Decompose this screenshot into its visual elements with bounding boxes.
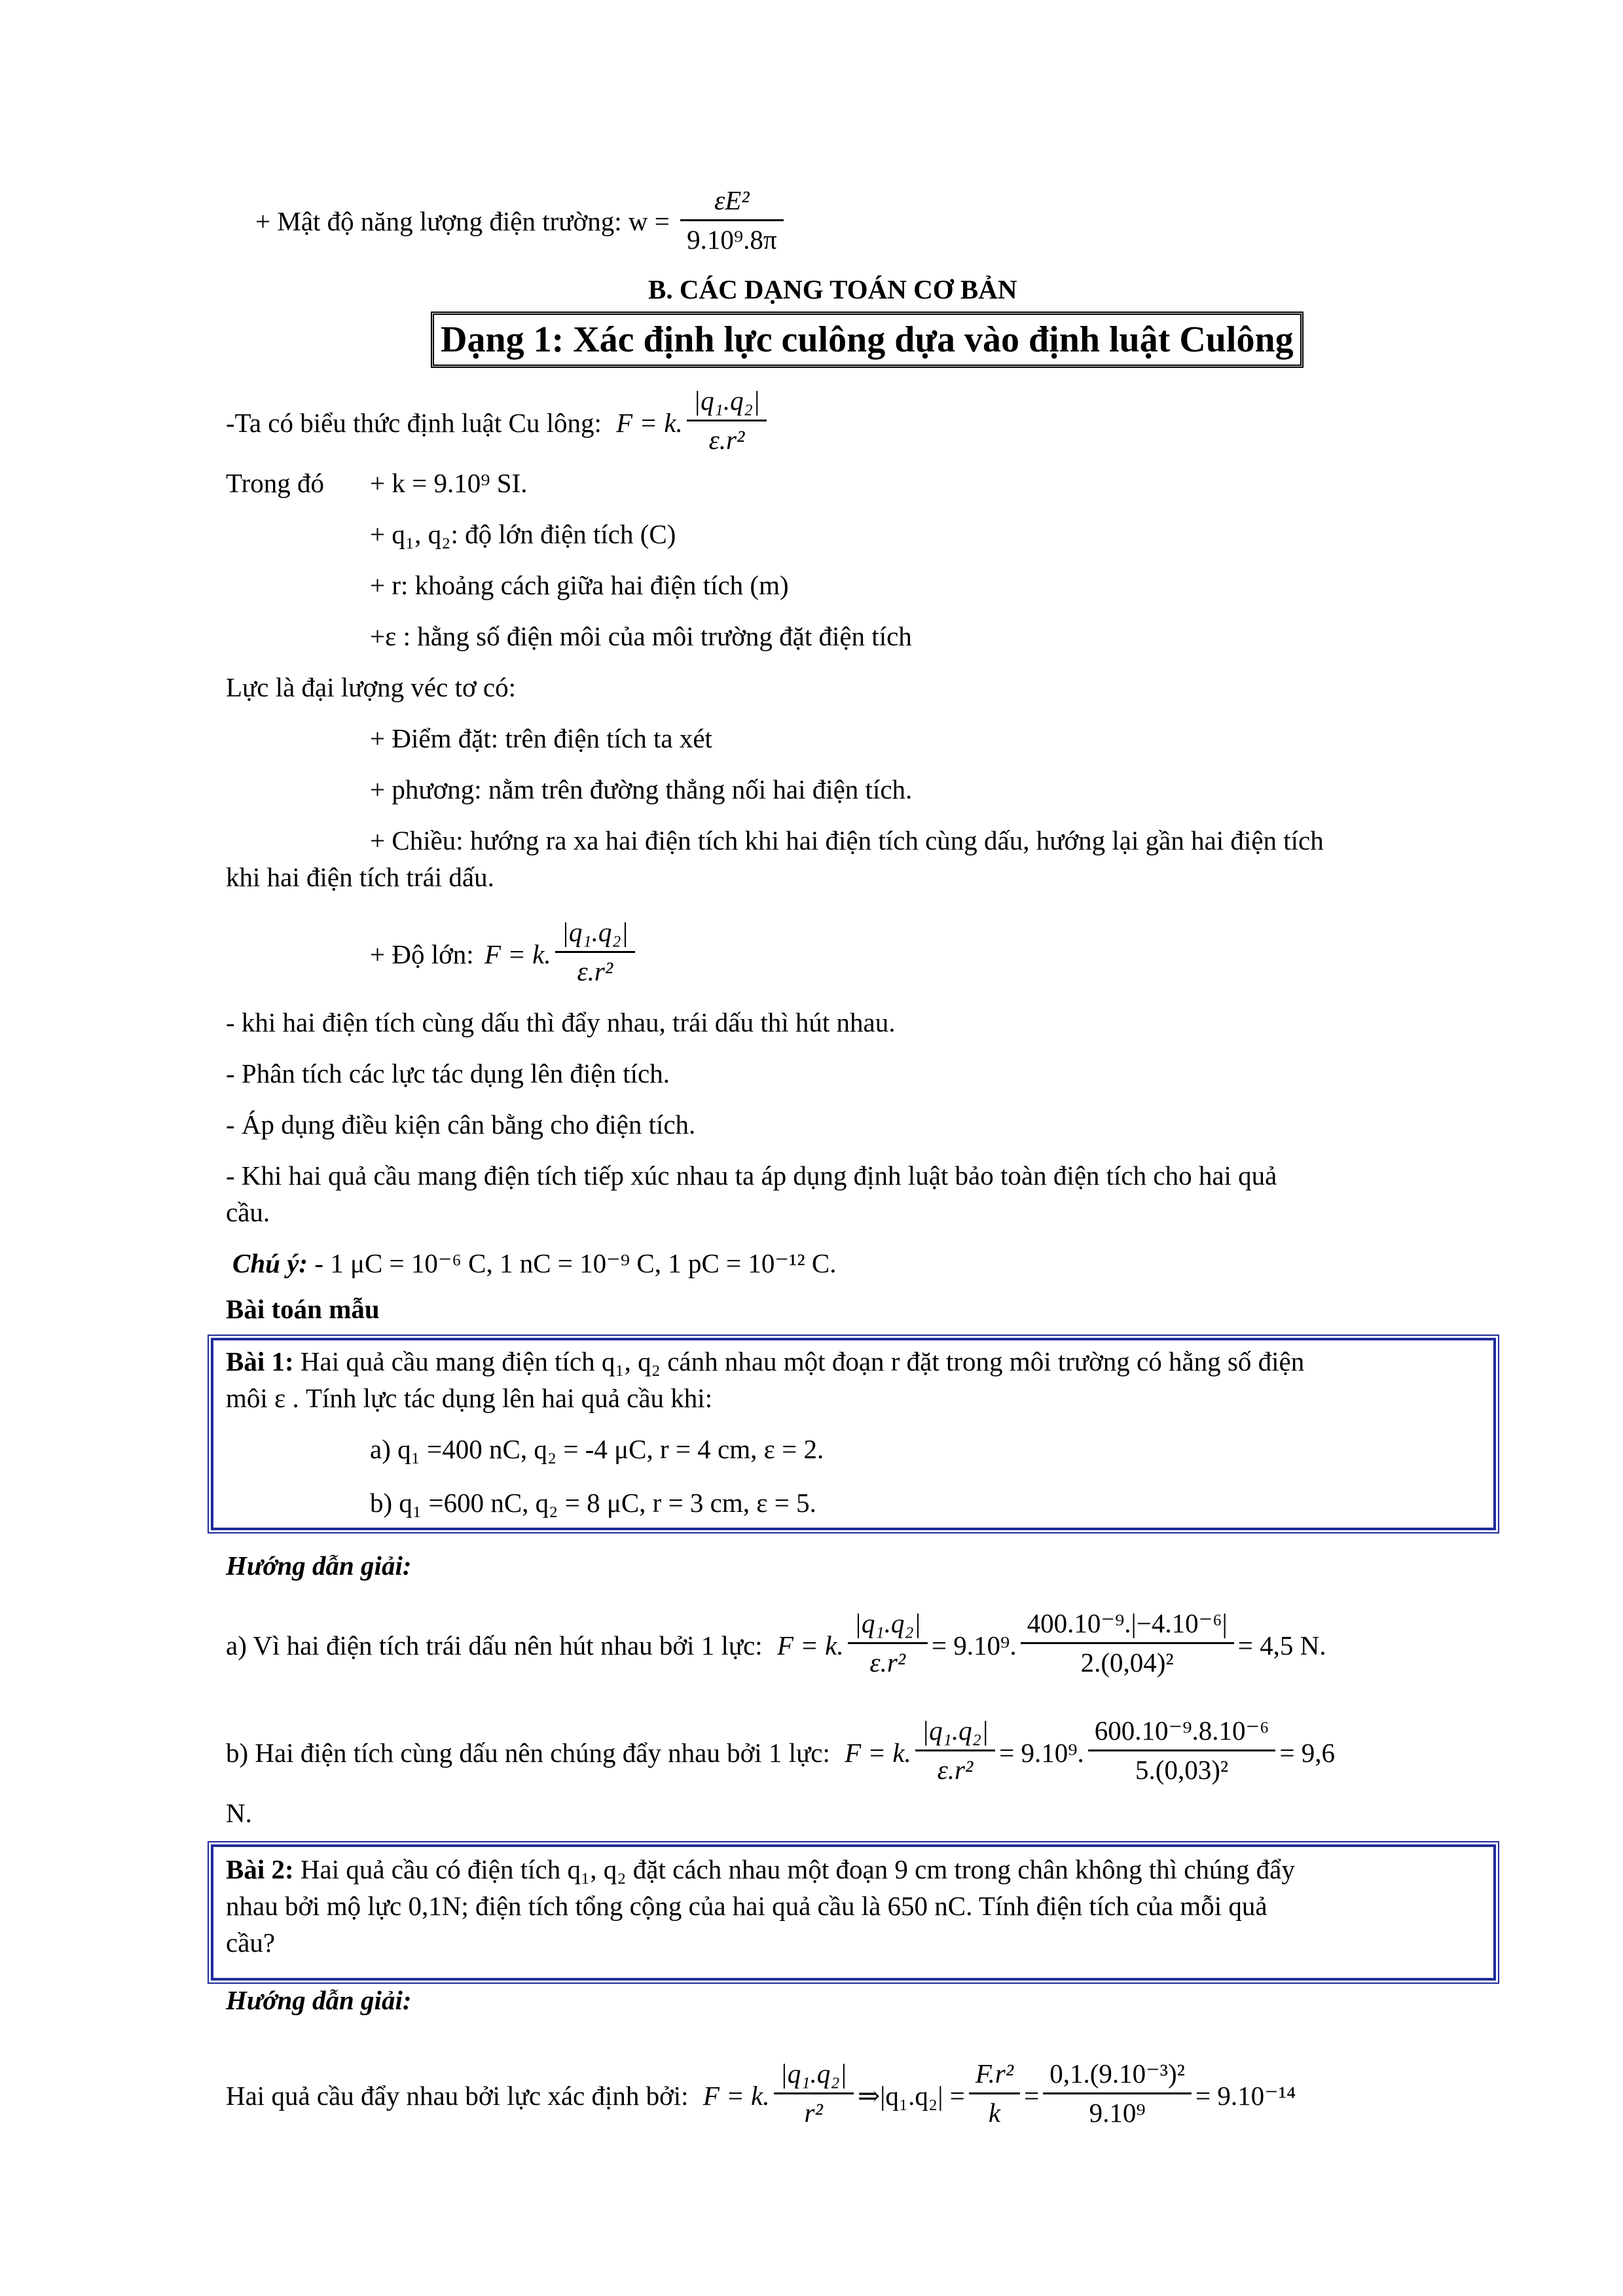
bai1-case-b: b) q₁ =600 nC, q₂ = 8 μC, r = 3 cm, ε = 5.	[370, 1488, 816, 1518]
force-vector-heading: Lực là đại lượng véc tơ có:	[226, 672, 516, 702]
sol1-a-frac2-den: 2.(0,04)²	[1080, 1647, 1174, 1678]
sol2-lhs: F = k.	[702, 2081, 770, 2111]
coulomb-fraction	[687, 385, 767, 456]
section-b-title: B. CÁC DẠNG TOÁN CƠ BẢN	[648, 274, 1017, 304]
sol1-b-frac2-den: 5.(0,03)²	[1135, 1755, 1229, 1785]
sol1-a-frac2	[1021, 1607, 1234, 1679]
force-magnitude-line	[370, 916, 639, 988]
note-4-line2: cầu.	[226, 1197, 270, 1227]
note-2: - Phân tích các lực tác dụng lên điện tích.	[226, 1058, 670, 1088]
sol1-a-result: = 4,5 N.	[1237, 1630, 1326, 1661]
coulomb-law-line	[226, 385, 771, 456]
sol1-a-mid: = 9.10⁹.	[931, 1630, 1017, 1661]
chu-y-label: Chú ý:	[232, 1248, 308, 1278]
sol2-text: Hai quả cầu đẩy nhau bởi lực xác định bởi:	[226, 2081, 689, 2111]
force-point: + Điểm đặt: trên điện tích ta xét	[370, 723, 712, 753]
force-sense-line2: khi hai điện tích trái dấu.	[226, 862, 494, 892]
bai2-line1	[226, 1854, 1295, 1886]
sol1-b-mid: = 9.10⁹.	[999, 1738, 1084, 1768]
sol1-a-lhs: F = k.	[776, 1630, 844, 1661]
sol2-frac2	[969, 2058, 1020, 2129]
bai2-text1: Hai quả cầu có điện tích q₁, q₂ đặt cách nhau một đoạn 9 cm trong chân không thì chúng đẩy	[300, 1854, 1295, 1884]
chu-y-text: - 1 μC = 10⁻⁶ C, 1 nC = 10⁻⁹ C, 1 pC = 10⁻¹² C.	[314, 1248, 837, 1278]
energy-density-numerator: εE²	[680, 185, 784, 221]
note-3: - Áp dụng điều kiện cân bằng cho điện tích.	[226, 1109, 696, 1139]
coulomb-numerator: |q₁.q₂|	[687, 385, 767, 422]
note-4-line1: - Khi hai quả cầu mang điện tích tiếp xúc nhau ta áp dụng định luật bảo toàn điện tích cho hai quả	[226, 1160, 1277, 1191]
energy-density-fraction	[680, 185, 784, 256]
huong-dan-2: Hướng dẫn giải:	[226, 1985, 412, 2015]
force-magnitude-label: + Độ lớn:	[370, 939, 474, 970]
sol2-frac3-den: 9.10⁹	[1089, 2098, 1146, 2128]
sol2-implies: ⇒|q₁.q₂| =	[857, 2081, 965, 2111]
note-1: - khi hai điện tích cùng dấu thì đẩy nhau, trái dấu thì hút nhau.	[226, 1007, 896, 1037]
sol1-b-frac2	[1088, 1715, 1276, 1786]
sol2-frac3-num: 0,1.(9.10⁻³)²	[1043, 2058, 1192, 2094]
bai1-case-a: a) q₁ =400 nC, q₂ = -4 μC, r = 4 cm, ε = 2.	[370, 1434, 824, 1464]
param-k: + k = 9.10⁹ SI.	[370, 468, 528, 498]
force-direction: + phương: nằm trên đường thẳng nối hai điện tích.	[370, 774, 913, 804]
sol1-a-frac2-num: 400.10⁻⁹.|−4.10⁻⁶|	[1021, 1607, 1234, 1644]
sol1-a-frac1-num: |q₁.q₂|	[848, 1607, 928, 1644]
dang1-heading: Dạng 1: Xác định lực culông dựa vào định luật Culông	[431, 312, 1304, 368]
energy-density-line	[255, 185, 788, 256]
sol1-a-frac1	[848, 1607, 928, 1679]
formula-lhs: F = k.	[616, 408, 683, 439]
sol1-b-lhs: F = k.	[845, 1738, 911, 1768]
sol1-a-text: a) Vì hai điện tích trái dấu nên hút nhau bởi 1 lực:	[226, 1630, 763, 1661]
sol1-a-frac1-den: ε.r²	[869, 1647, 906, 1678]
force-sense-line1: + Chiều: hướng ra xa hai điện tích khi hai điện tích cùng dấu, hướng lại gần hai điện tích	[370, 825, 1324, 855]
sol2-result: = 9.10⁻¹⁴	[1195, 2081, 1296, 2111]
energy-density-label: + Mật độ năng lượng điện trường: w =	[255, 206, 670, 237]
param-r: + r: khoảng cách giữa hai điện tích (m)	[370, 570, 789, 600]
magnitude-denominator: ε.r²	[577, 956, 613, 987]
sol1-b-text: b) Hai điện tích cùng dấu nên chúng đẩy nhau bởi 1 lực:	[226, 1738, 830, 1768]
bai2-label: Bài 2:	[226, 1854, 294, 1884]
sol1-b-frac2-num: 600.10⁻⁹.8.10⁻⁶	[1088, 1715, 1276, 1751]
magnitude-formula-lhs: F = k.	[484, 939, 551, 970]
sol1-a-line	[226, 1607, 1326, 1679]
sol2-frac1-num: |q₁.q₂|	[774, 2058, 854, 2094]
sol2-frac2-num: F.r²	[969, 2058, 1020, 2094]
sol1-b-unit: N.	[226, 1798, 252, 1828]
sol1-b-frac1-num: |q₁.q₂|	[915, 1715, 995, 1751]
sol2-frac1-den: r²	[804, 2098, 823, 2128]
bai1-label: Bài 1:	[226, 1346, 294, 1376]
coulomb-denominator: ε.r²	[708, 425, 745, 456]
bai1-text2: môi ε . Tính lực tác dụng lên hai quả cầu khi:	[226, 1383, 713, 1413]
sol1-b-frac1-den: ε.r²	[937, 1755, 974, 1785]
coulomb-intro-text: -Ta có biểu thức định luật Cu lông:	[226, 408, 602, 439]
bai-toan-mau-heading: Bài toán mẫu	[226, 1294, 380, 1324]
sol2-frac3	[1043, 2058, 1192, 2129]
param-q: + q₁, q₂: độ lớn điện tích (C)	[370, 519, 676, 549]
bai2-text3: cầu?	[226, 1928, 276, 1958]
sol2-line	[226, 2058, 1296, 2129]
energy-density-denominator: 9.10⁹.8π	[687, 224, 777, 255]
bai1-text1: Hai quả cầu mang điện tích q₁, q₂ cánh nhau một đoạn r đặt trong môi trường có hằng số điện	[300, 1346, 1305, 1376]
sol2-frac1	[774, 2058, 854, 2129]
bai1-line1	[226, 1346, 1304, 1378]
chu-y-line	[232, 1247, 837, 1280]
sol2-frac2-den: k	[988, 2098, 1001, 2128]
sol1-b-line	[226, 1715, 1335, 1786]
sol1-b-result: = 9,6	[1279, 1738, 1336, 1768]
param-eps: +ε : hằng số điện môi của môi trường đặt điện tích	[370, 621, 912, 651]
sol1-b-frac1	[915, 1715, 995, 1786]
magnitude-fraction	[555, 916, 635, 988]
trong-do-label: Trong đó	[226, 468, 325, 498]
huong-dan-1: Hướng dẫn giải:	[226, 1551, 412, 1581]
bai2-text2: nhau bởi mộ lực 0,1N; điện tích tổng cộng của hai quả cầu là 650 nC. Tính điện tích của mỗi quả	[226, 1891, 1267, 1921]
sol2-equals: =	[1024, 2081, 1040, 2111]
magnitude-numerator: |q₁.q₂|	[555, 916, 635, 953]
